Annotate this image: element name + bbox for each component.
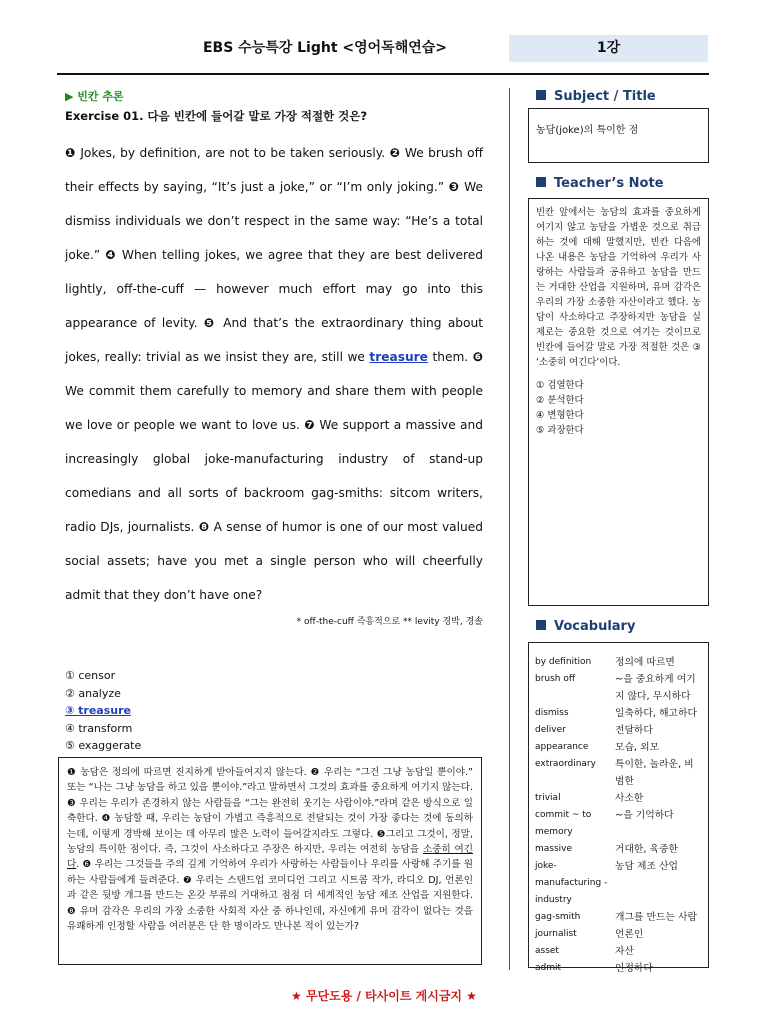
vocab-row [535,858,702,909]
reading-passage [65,136,483,612]
subject-box [528,108,709,163]
vocab-meaning: 농담 제조 산업 [615,861,679,872]
vocab-term: dismiss [535,708,569,718]
vocab-meaning: 인정하다 [615,963,653,974]
vocab-term: extraordinary [535,759,596,769]
vocab-row [535,739,702,756]
vocab-row [535,943,702,960]
sentence-text: Jokes, by definition, are not to be taken seriously. [75,146,390,160]
vocab-meaning: 사소한 [615,793,644,804]
vocab-term: massive [535,844,573,854]
vocab-term: deliver [535,725,566,735]
vocab-term: asset [535,946,559,956]
sentence-text: We brush off their effects by saying, “It’s just a joke,” or “I’m only joking.” [65,146,483,194]
vocab-term: by definition [535,657,592,667]
note-option: ④ 변형한다 [536,410,584,421]
choice-5: ⑤ exaggerate [65,739,142,752]
column-divider [509,88,510,970]
square-bullet-icon [536,90,546,100]
vocab-term: appearance [535,742,589,752]
sentence-number: ❽ [198,520,210,534]
footnote: * off-the-cuff 즉흥적으로 ** levity 경박, 경솔 [296,617,483,627]
vocab-row [535,671,702,705]
vocab-meaning: 언론인 [615,929,644,940]
exercise-title: Exercise 01. 다음 빈칸에 들어갈 말로 가장 적절한 것은? [65,109,368,123]
vocab-term: commit ~ to memory [535,810,592,837]
vocab-term: joke-manufacturing -industry [535,861,608,905]
vocab-row [535,705,702,722]
sentence-text: We commit them carefully to memory and share them with people we love or people we want to love us. [65,384,483,432]
sentence-number: ❷ [389,146,401,160]
vocab-meaning: 모습, 외모 [615,742,660,753]
translation-answer-phrase: 소중히 여긴다 [67,844,473,871]
translation-text: ❶ 농담은 정의에 따르면 진지하게 받아들여지지 않는다. ❷ 우리는 “그건 그냥 농담일 뿐이야.” 또는 “나는 그냥 농담을 하고 있을 뿐이야.”라고 말하면서 그것의 효과를 중요하게 여기지 않는다. ❸ 우리는 우리가 존경하지 않는 사람들을 “그는 완전히 웃기는 사람이야.”라며 같은 방식으로 일축한다. ❹ 농담할 때, 우리는 농담이 가볍고 즉흥적으로 전달되는 것이 가장 좋다는 것에 동의하는데, 이렇게 경박해 보이는 데 아무리 많은 노력이 들어갈지라도 그렇다. ❺그리고 그것이, 정말, 농담의 특이한 점이다. 즉, 그것이 사소하다고 주장은 하지만, 우리는 여전히 농담을 [67,767,473,856]
answer-choices [65,667,141,755]
vocabulary-box [528,642,709,974]
sentence-text: them. [427,350,473,364]
vocab-term: journalist [535,929,577,939]
sentence-text: We dismiss individuals we don’t respect in the same way: “He’s a total joke.” [65,180,483,262]
sentence-number: ❻ [472,350,484,364]
sentence-text: A sense of humor is one of our most valued social assets; have you met a single person who will cheerfully admit that they don’t have one? [65,520,483,602]
sentence-text: When telling jokes, we agree that they are best delivered lightly, off-the-cuff — however much effort may go into this appearance of levity. [65,248,483,330]
note-options [536,378,701,438]
vocab-meaning: 개그를 만드는 사람 [615,912,697,923]
sentence-text: We support a massive and increasingly global joke-manufacturing industry of stand-up comedians and all sorts of backroom gag-smiths: sitcom writers, radio DJs, journalists. [65,418,483,534]
vocab-meaning: 일축하다, 해고하다 [615,708,697,719]
translation-box [58,757,482,965]
note-option: ⑤ 과장한다 [536,425,584,436]
vocab-meaning: 특이한, 놀라운, 비범한 [615,759,694,787]
subject-text: 농담(joke)의 특이한 점 [536,125,639,136]
note-option: ② 분석한다 [536,395,584,406]
vocab-meaning: 전달하다 [615,725,653,736]
vocab-term: admit [535,963,562,973]
header-divider [57,73,709,75]
teachers-note-heading: Teacher’s Note [536,176,664,191]
square-bullet-icon [536,620,546,630]
choice-2: ② analyze [65,686,121,700]
teachers-note-box [528,198,709,606]
choice-4: ④ transform [65,721,133,735]
vocab-row [535,926,702,943]
lesson-number-badge: 1강 [509,35,708,62]
vocab-meaning: ~을 기억하다 [615,810,674,821]
vocab-row [535,722,702,739]
sentence-number: ❼ [304,418,316,432]
question-section [65,88,483,627]
vocab-row [535,654,702,671]
vocab-meaning: 자산 [615,946,634,957]
sentence-text: And that’s the extraordinary thing about jokes, really: trivial as we insist they are, still we [65,316,484,364]
sentence-number: ❶ [65,146,76,160]
subject-heading: Subject / Title [536,89,656,104]
vocabulary-heading: Vocabulary [536,619,635,634]
vocab-row [535,841,702,858]
sentence-number: ❸ [448,180,460,194]
copyright-notice: ★ 무단도용 / 타사이트 게시금지 ★ [291,989,477,1003]
blank-answer-word: treasure [369,350,428,364]
sentence-number: ❺ [203,316,217,330]
vocab-meaning: 거대한, 육중한 [615,844,679,855]
vocab-row [535,756,702,790]
translation-text-cont: . ❻ 우리는 그것들을 주의 깊게 기억하여 우리가 사랑하는 사람들이나 우리를 사랑해 주기를 원하는 사람들에게 들려준다. ❼ 우리는 스탠드업 코미디언 그리고 시트콤 작가, 라디오 DJ, 언론인과 같은 뒷방 개그를 만드는 온갖 부류의 거대하고 점점 더 세계적인 농담 제조 산업을 지원한다. ❽ 유머 감각은 우리의 가장 소중한 사회적 자산 중 하나인데, 자신에게 유머 감각이 없다는 것을 유쾌하게 인정할 사람을 여러분은 단 한 명이라도 만나본 적이 있는가? [67,859,473,933]
vocab-row [535,790,702,807]
vocab-term: brush off [535,674,576,684]
vocab-row [535,960,702,977]
choice-1: ① censor [65,669,116,682]
square-bullet-icon [536,177,546,187]
choice-3: ③ treasure [65,704,131,717]
vocab-meaning: 정의에 따르면 [615,657,675,668]
vocab-row [535,909,702,926]
worksheet-title: EBS 수능특강 Light <영어독해연습> [202,40,448,56]
vocab-row [535,807,702,841]
vocab-term: gag-smith [535,912,581,922]
note-option: ① 검열한다 [536,380,584,391]
sentence-number: ❹ [105,248,117,262]
note-text: 빈칸 앞에서는 농담의 효과를 중요하게 여기지 않고 농담을 가볍운 것으로 취급하는 것에 대해 말했지만, 빈칸 다음에 나온 내용은 농담을 기억하여 우리가 사랑하는 사람들과 공유하고 농담을 만드는 거대한 산업을 지원하며, 유머 감각은 우리의 가장 소중한 자산이라고 했다. 농담이 사소하다고 주장하지만 농담을 실제로는 중요한 것으로 여기는 것이므로 빈칸에 들어갈 말로 가장 적절한 것은 ③ ‘소중히 여긴다’이다. [536,207,701,368]
question-type-label: ▶ 빈칸 추론 [65,90,124,103]
vocab-term: trivial [535,793,561,803]
vocab-meaning: ~을 중요하게 여기지 않다, 무시하다 [615,674,696,702]
